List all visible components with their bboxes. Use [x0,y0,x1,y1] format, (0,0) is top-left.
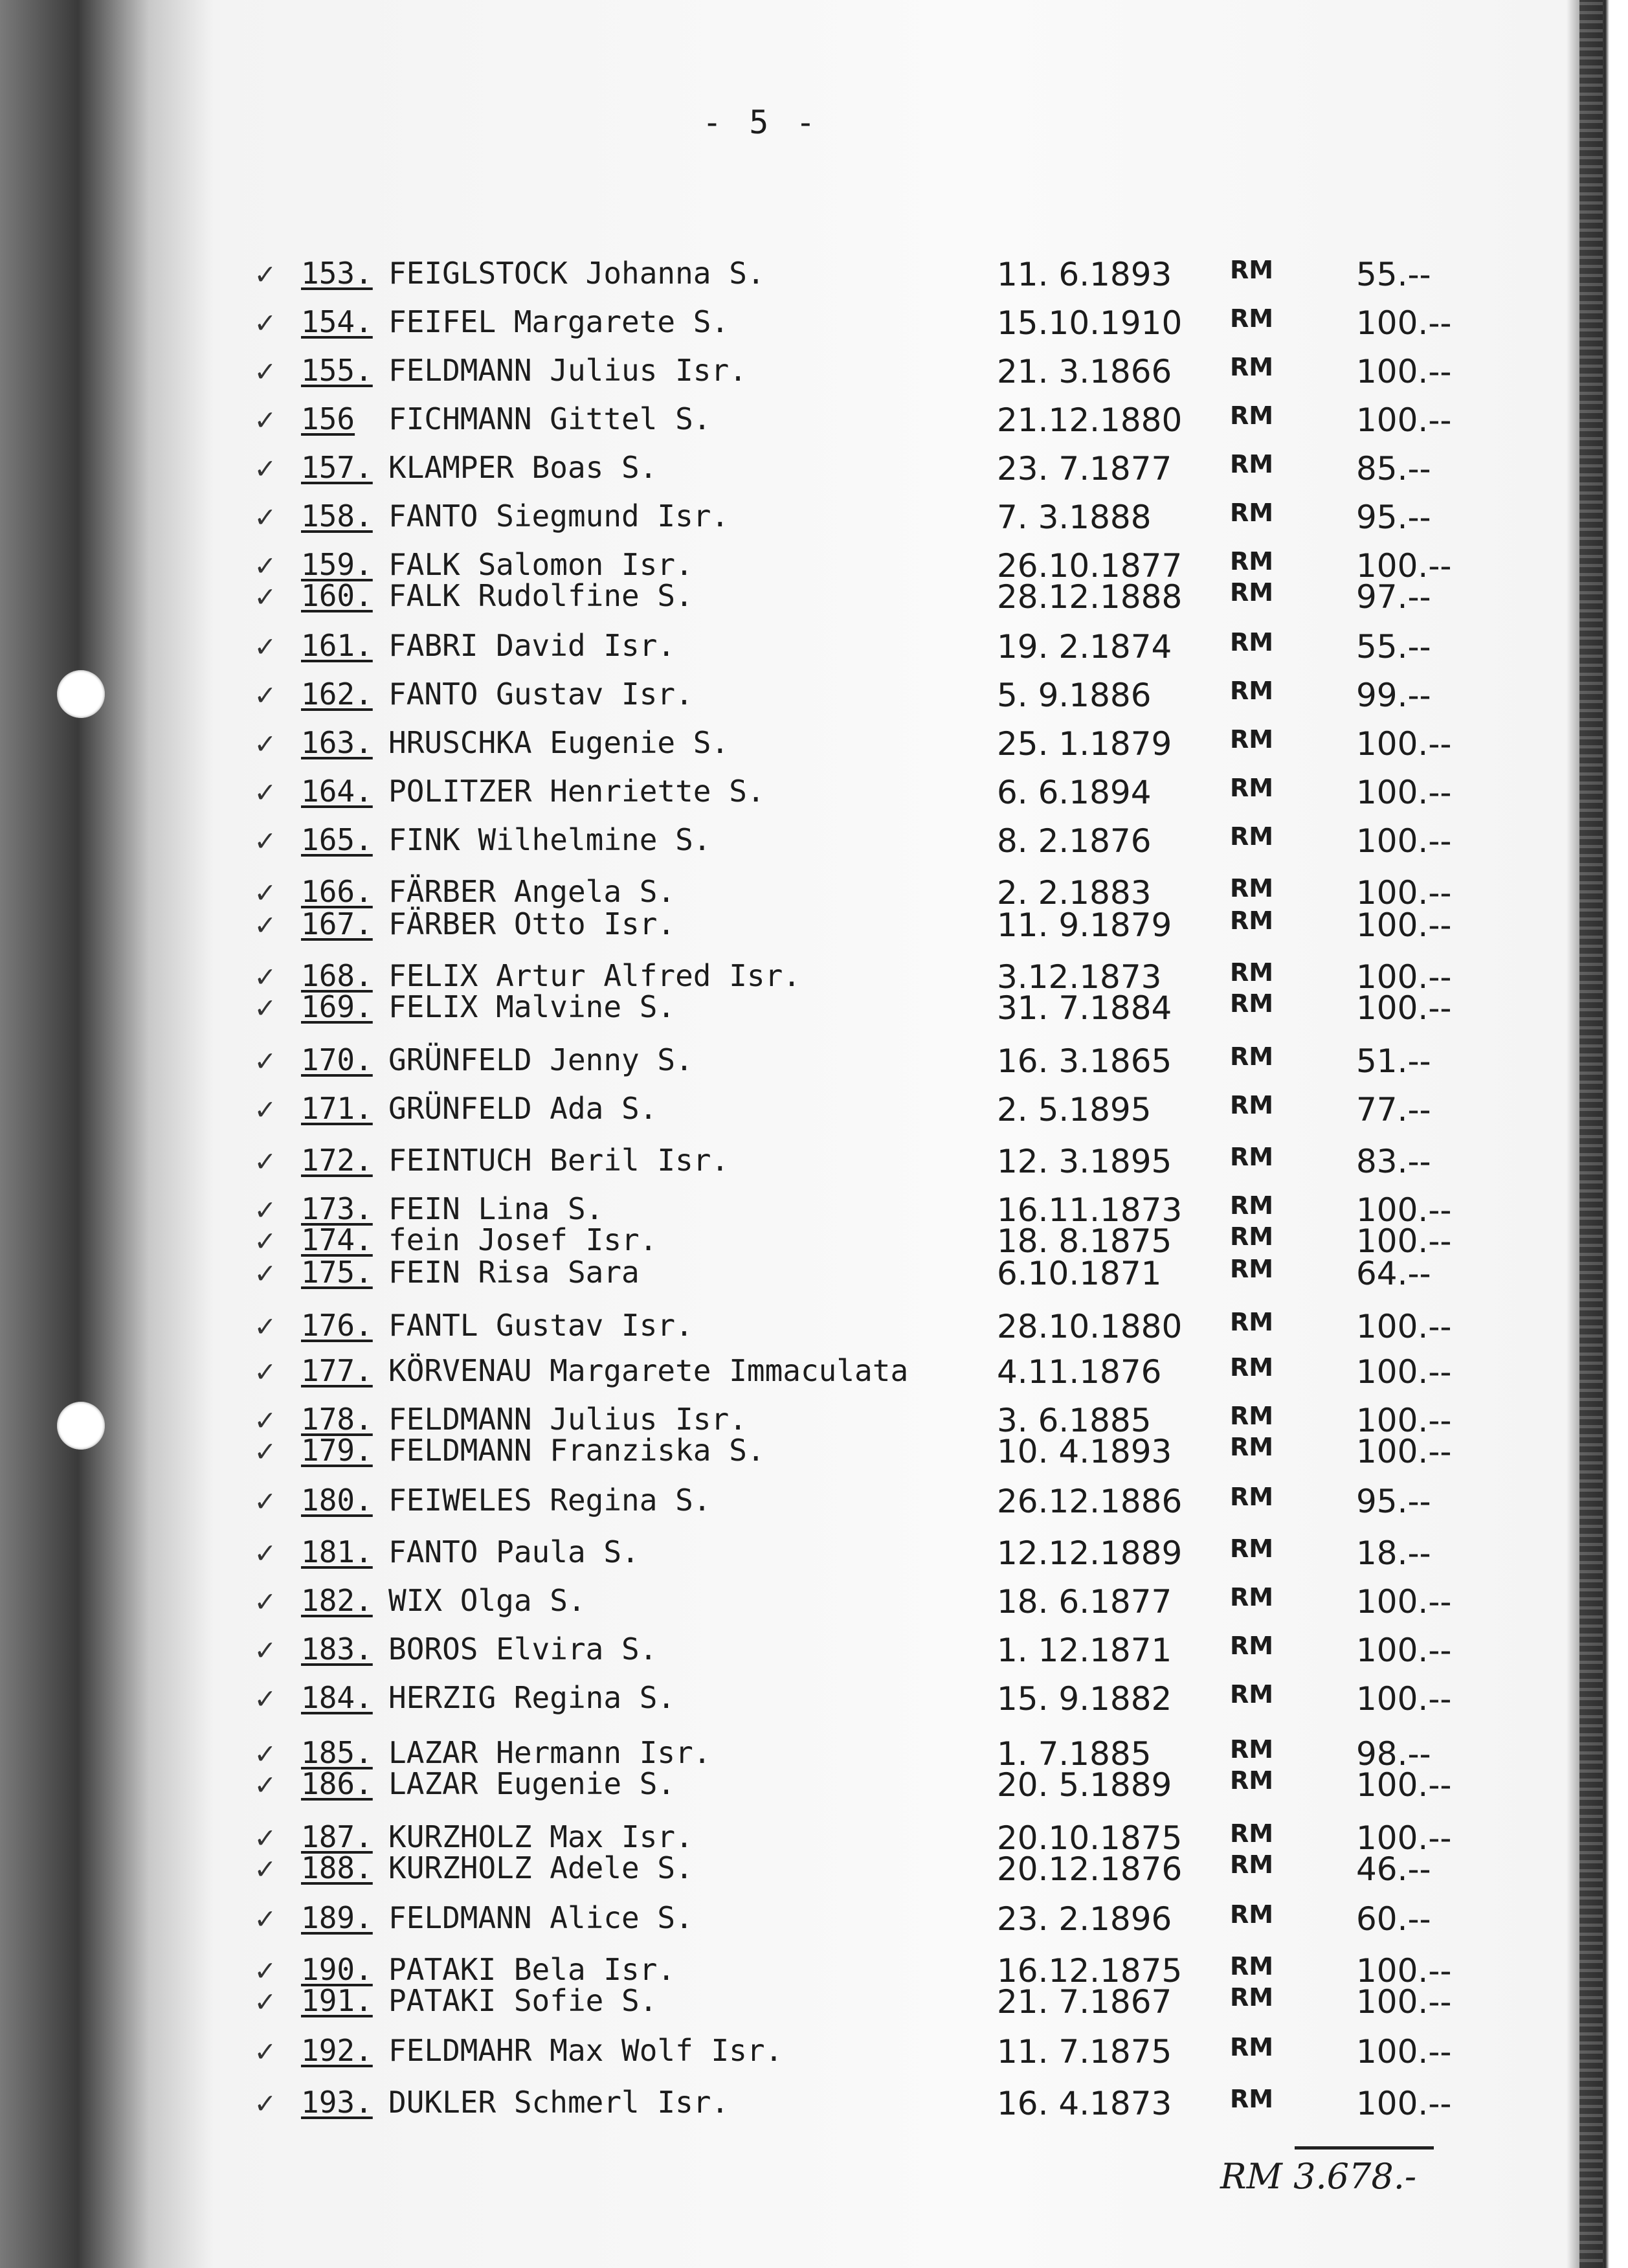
entry-number: 168. [301,958,373,993]
birth-date: 11. 7.1875 [997,2033,1172,2071]
birth-date: 7. 3.1888 [997,499,1152,536]
entry-number: 181. [301,1534,373,1569]
list-item [0,1850,1554,1889]
check-mark: ✓ [256,499,274,535]
birth-date: 28.12.1888 [997,578,1183,616]
amount-value: 100.-- [1356,1353,1452,1391]
check-mark: ✓ [256,1583,274,1619]
person-name: FALK Salomon Isr. [388,547,693,582]
entry-number: 182. [301,1583,373,1618]
birth-date: 31. 7.1884 [997,989,1172,1027]
amount-value: 100.-- [1356,1191,1452,1229]
entry-number: 184. [301,1680,373,1715]
check-mark: ✓ [256,958,274,994]
amount-value: 100.-- [1356,353,1452,390]
person-name: FÄRBER Otto Isr. [388,906,676,941]
birth-date: 5. 9.1886 [997,677,1152,714]
amount-value: 55.-- [1356,256,1431,293]
check-mark: ✓ [256,2033,274,2069]
check-mark: ✓ [256,1819,274,1856]
entry-number: 157. [301,450,373,485]
currency-label: RM [1230,1143,1274,1171]
currency-label: RM [1230,1952,1274,1981]
list-item [0,1483,1554,1521]
person-name: DUKLER Schmerl Isr. [388,2085,730,2120]
entry-number: 179. [301,1433,373,1468]
list-item [0,1534,1554,1573]
amount-value: 83.-- [1356,1143,1431,1180]
amount-value: 100.-- [1356,2033,1452,2071]
currency-label: RM [1230,2085,1274,2113]
amount-value: 100.-- [1356,1952,1452,1990]
amount-value: 100.-- [1356,547,1452,585]
birth-date: 3.12.1873 [997,958,1162,996]
check-mark: ✓ [256,256,274,292]
entry-number: 187. [301,1819,373,1854]
check-mark: ✓ [256,353,274,389]
check-mark: ✓ [256,1850,274,1887]
currency-label: RM [1230,499,1274,527]
check-mark: ✓ [256,401,274,438]
birth-date: 16. 4.1873 [997,2085,1172,2122]
check-mark: ✓ [256,1143,274,1179]
check-mark: ✓ [256,1483,274,1519]
birth-date: 26.12.1886 [997,1483,1183,1520]
birth-date: 2. 2.1883 [997,874,1152,912]
check-mark: ✓ [256,628,274,664]
check-mark: ✓ [256,304,274,341]
list-item [0,906,1554,945]
person-name: LAZAR Eugenie S. [388,1766,676,1801]
currency-label: RM [1230,1583,1274,1611]
entry-number: 186. [301,1766,373,1801]
person-name: FEIWELES Regina S. [388,1483,711,1518]
person-name: FEIN Lina S. [388,1191,604,1226]
person-name: KLAMPER Boas S. [388,450,658,485]
list-item [0,2033,1554,2072]
check-mark: ✓ [256,989,274,1026]
handwritten-total: RM 3.678.- [1220,2156,1417,2197]
amount-value: 100.-- [1356,1402,1452,1439]
person-name: FABRI David Isr. [388,628,676,663]
birth-date: 20.10.1875 [997,1819,1183,1857]
check-mark: ✓ [256,1766,274,1802]
entry-number: 160. [301,578,373,613]
amount-value: 46.-- [1356,1850,1431,1888]
list-item [0,401,1554,440]
currency-label: RM [1230,1632,1274,1660]
person-name: FEIFEL Margarete S. [388,304,730,339]
entry-number: 161. [301,628,373,663]
currency-label: RM [1230,450,1274,478]
list-item [0,2085,1554,2124]
list-item [0,822,1554,861]
amount-value: 100.-- [1356,774,1452,811]
check-mark: ✓ [256,1042,274,1079]
entry-number: 188. [301,1850,373,1885]
amount-value: 99.-- [1356,677,1431,714]
person-name: PATAKI Sofie S. [388,1983,658,2018]
birth-date: 12. 3.1895 [997,1143,1172,1180]
currency-label: RM [1230,304,1274,333]
birth-date: 8. 2.1876 [997,822,1152,860]
check-mark: ✓ [256,1222,274,1259]
amount-value: 100.-- [1356,2085,1452,2122]
check-mark: ✓ [256,1255,274,1291]
list-item [0,989,1554,1028]
amount-value: 100.-- [1356,304,1452,342]
entry-number: 156 [301,401,355,436]
birth-date: 6. 6.1894 [997,774,1152,811]
amount-value: 100.-- [1356,1766,1452,1804]
check-mark: ✓ [256,822,274,859]
list-item [0,256,1554,295]
birth-date: 21. 3.1866 [997,353,1172,390]
entry-number: 189. [301,1900,373,1935]
birth-date: 3. 6.1885 [997,1402,1152,1439]
amount-value: 64.-- [1356,1255,1431,1292]
list-item [0,1983,1554,2022]
currency-label: RM [1230,1735,1274,1764]
list-item [0,1632,1554,1670]
person-name: FELIX Artur Alfred Isr. [388,958,801,993]
birth-date: 21.12.1880 [997,401,1183,439]
entry-number: 176. [301,1308,373,1343]
amount-value: 100.-- [1356,1632,1452,1669]
person-name: FANTL Gustav Isr. [388,1308,693,1343]
entry-number: 174. [301,1222,373,1257]
currency-label: RM [1230,628,1274,657]
currency-label: RM [1230,578,1274,607]
entry-number: 163. [301,725,373,760]
currency-label: RM [1230,1255,1274,1283]
amount-value: 100.-- [1356,906,1452,944]
check-mark: ✓ [256,1632,274,1668]
person-name: FELIX Malvine S. [388,989,676,1024]
check-mark: ✓ [256,725,274,761]
check-mark: ✓ [256,906,274,943]
person-name: PATAKI Bela Isr. [388,1952,676,1987]
list-item [0,353,1554,392]
birth-date: 28.10.1880 [997,1308,1183,1345]
currency-label: RM [1230,1353,1274,1382]
amount-value: 100.-- [1356,1983,1452,2021]
list-item [0,1766,1554,1805]
birth-date: 18. 6.1877 [997,1583,1172,1621]
birth-date: 25. 1.1879 [997,725,1172,763]
person-name: FANTO Siegmund Isr. [388,499,730,533]
list-item [0,1680,1554,1719]
check-mark: ✓ [256,578,274,614]
check-mark: ✓ [256,1983,274,2019]
birth-date: 11. 9.1879 [997,906,1172,944]
birth-date: 15. 9.1882 [997,1680,1172,1718]
person-name: POLITZER Henriette S. [388,774,765,809]
birth-date: 26.10.1877 [997,547,1183,585]
entry-number: 192. [301,2033,373,2068]
entry-number: 165. [301,822,373,857]
birth-date: 16.12.1875 [997,1952,1183,1990]
amount-value: 51.-- [1356,1042,1431,1080]
birth-date: 6.10.1871 [997,1255,1162,1292]
amount-value: 85.-- [1356,450,1431,488]
entry-number: 180. [301,1483,373,1518]
list-item [0,1353,1554,1392]
person-name: HRUSCHKA Eugenie S. [388,725,730,760]
amount-value: 100.-- [1356,1819,1452,1857]
birth-date: 15.10.1910 [997,304,1183,342]
list-item [0,578,1554,617]
entry-number: 153. [301,256,373,291]
amount-value: 100.-- [1356,1680,1452,1718]
check-mark: ✓ [256,1680,274,1716]
birth-date: 1. 7.1885 [997,1735,1152,1773]
birth-date: 2. 5.1895 [997,1091,1152,1128]
entry-number: 193. [301,2085,373,2120]
person-name: FELDMANN Alice S. [388,1900,693,1935]
currency-label: RM [1230,1900,1274,1929]
list-item [0,1433,1554,1472]
list-item [0,304,1554,343]
birth-date: 23. 7.1877 [997,450,1172,488]
birth-date: 10. 4.1893 [997,1433,1172,1470]
person-name: FALK Rudolfine S. [388,578,693,613]
amount-value: 100.-- [1356,725,1452,763]
entry-number: 166. [301,874,373,909]
currency-label: RM [1230,725,1274,754]
person-name: FELDMANN Julius Isr. [388,1402,747,1437]
birth-date: 1. 12.1871 [997,1632,1172,1669]
person-name: FEIGLSTOCK Johanna S. [388,256,765,291]
amount-value: 100.-- [1356,874,1452,912]
list-item [0,677,1554,715]
currency-label: RM [1230,958,1274,987]
entry-number: 164. [301,774,373,809]
birth-date: 18. 8.1875 [997,1222,1172,1260]
check-mark: ✓ [256,1534,274,1571]
entry-number: 185. [301,1735,373,1770]
person-name: GRÜNFELD Jenny S. [388,1042,693,1077]
person-name: FELDMAHR Max Wolf Isr. [388,2033,783,2068]
person-name: LAZAR Hermann Isr. [388,1735,711,1770]
entry-number: 183. [301,1632,373,1667]
birth-date: 12.12.1889 [997,1534,1183,1572]
entry-number: 172. [301,1143,373,1178]
person-name: WIX Olga S. [388,1583,586,1618]
person-name: FÄRBER Angela S. [388,874,676,909]
list-item [0,725,1554,764]
total-underline [1295,2146,1434,2150]
birth-date: 11. 6.1893 [997,256,1172,293]
amount-value: 60.-- [1356,1900,1431,1938]
check-mark: ✓ [256,450,274,486]
amount-value: 95.-- [1356,499,1431,536]
person-name: FANTO Paula S. [388,1534,640,1569]
entry-number: 159. [301,547,373,582]
entry-number: 190. [301,1952,373,1987]
person-name: GRÜNFELD Ada S. [388,1091,658,1126]
check-mark: ✓ [256,547,274,583]
person-name: FEINTUCH Beril Isr. [388,1143,730,1178]
entry-number: 175. [301,1255,373,1290]
list-item [0,1900,1554,1939]
binding-edge [1579,0,1603,2268]
person-name: HERZIG Regina S. [388,1680,676,1715]
birth-date: 23. 2.1896 [997,1900,1172,1938]
check-mark: ✓ [256,1402,274,1438]
entry-number: 170. [301,1042,373,1077]
person-name: FELDMANN Franziska S. [388,1433,765,1468]
currency-label: RM [1230,1402,1274,1430]
list-item [0,1143,1554,1182]
currency-label: RM [1230,1308,1274,1336]
check-mark: ✓ [256,1308,274,1344]
person-name: KURZHOLZ Max Isr. [388,1819,693,1854]
entry-number: 158. [301,499,373,533]
person-name: FEIN Risa Sara [388,1255,640,1290]
currency-label: RM [1230,1042,1274,1071]
entry-number: 177. [301,1353,373,1388]
check-mark: ✓ [256,1735,274,1771]
currency-label: RM [1230,1191,1274,1220]
entry-number: 162. [301,677,373,712]
birth-date: 20. 5.1889 [997,1766,1172,1804]
amount-value: 77.-- [1356,1091,1431,1128]
currency-label: RM [1230,1222,1274,1251]
entry-number: 167. [301,906,373,941]
currency-label: RM [1230,1091,1274,1119]
currency-label: RM [1230,353,1274,381]
amount-value: 100.-- [1356,822,1452,860]
currency-label: RM [1230,1534,1274,1563]
currency-label: RM [1230,547,1274,576]
amount-value: 18.-- [1356,1534,1431,1572]
currency-label: RM [1230,1983,1274,2012]
amount-value: 97.-- [1356,578,1431,616]
amount-value: 100.-- [1356,1583,1452,1621]
check-mark: ✓ [256,874,274,910]
person-name: FANTO Gustav Isr. [388,677,693,712]
currency-label: RM [1230,1819,1274,1848]
currency-label: RM [1230,677,1274,705]
person-name: fein Josef Isr. [388,1222,658,1257]
currency-label: RM [1230,1433,1274,1461]
birth-date: 21. 7.1867 [997,1983,1172,2021]
currency-label: RM [1230,1766,1274,1795]
list-item [0,1042,1554,1081]
entry-number: 191. [301,1983,373,2018]
person-name: FELDMANN Julius Isr. [388,353,747,388]
currency-label: RM [1230,774,1274,802]
entry-number: 154. [301,304,373,339]
amount-value: 100.-- [1356,989,1452,1027]
amount-value: 100.-- [1356,1433,1452,1470]
check-mark: ✓ [256,1191,274,1228]
amount-value: 98.-- [1356,1735,1431,1773]
check-mark: ✓ [256,1433,274,1469]
birth-date: 16.11.1873 [997,1191,1183,1229]
check-mark: ✓ [256,1900,274,1937]
birth-date: 4.11.1876 [997,1353,1162,1391]
currency-label: RM [1230,1850,1274,1879]
person-name: BOROS Elvira S. [388,1632,658,1667]
person-name: KURZHOLZ Adele S. [388,1850,693,1885]
currency-label: RM [1230,401,1274,430]
page-number: - 5 - [702,104,820,141]
currency-label: RM [1230,989,1274,1018]
list-item [0,450,1554,489]
amount-value: 100.-- [1356,958,1452,996]
list-item [0,1091,1554,1130]
person-name: FINK Wilhelmine S. [388,822,711,857]
list-item [0,1255,1554,1294]
entry-number: 178. [301,1402,373,1437]
list-item [0,1308,1554,1347]
currency-label: RM [1230,874,1274,903]
currency-label: RM [1230,906,1274,935]
list-item [0,499,1554,537]
list-item [0,774,1554,813]
list-item [0,1583,1554,1622]
currency-label: RM [1230,822,1274,851]
person-name: KÖRVENAU Margarete Immaculata [388,1353,909,1388]
check-mark: ✓ [256,774,274,810]
currency-label: RM [1230,1483,1274,1511]
currency-label: RM [1230,256,1274,284]
amount-value: 100.-- [1356,1308,1452,1345]
amount-value: 55.-- [1356,628,1431,666]
birth-date: 16. 3.1865 [997,1042,1172,1080]
currency-label: RM [1230,1680,1274,1709]
amount-value: 100.-- [1356,401,1452,439]
check-mark: ✓ [256,2085,274,2121]
entry-number: 171. [301,1091,373,1126]
entry-number: 155. [301,353,373,388]
amount-value: 100.-- [1356,1222,1452,1260]
birth-date: 20.12.1876 [997,1850,1183,1888]
birth-date: 19. 2.1874 [997,628,1172,666]
currency-label: RM [1230,2033,1274,2061]
check-mark: ✓ [256,677,274,713]
amount-value: 95.-- [1356,1483,1431,1520]
check-mark: ✓ [256,1091,274,1127]
entry-number: 173. [301,1191,373,1226]
list-item [0,628,1554,667]
entry-number: 169. [301,989,373,1024]
check-mark: ✓ [256,1952,274,1988]
check-mark: ✓ [256,1353,274,1389]
person-name: FICHMANN Gittel S. [388,401,711,436]
